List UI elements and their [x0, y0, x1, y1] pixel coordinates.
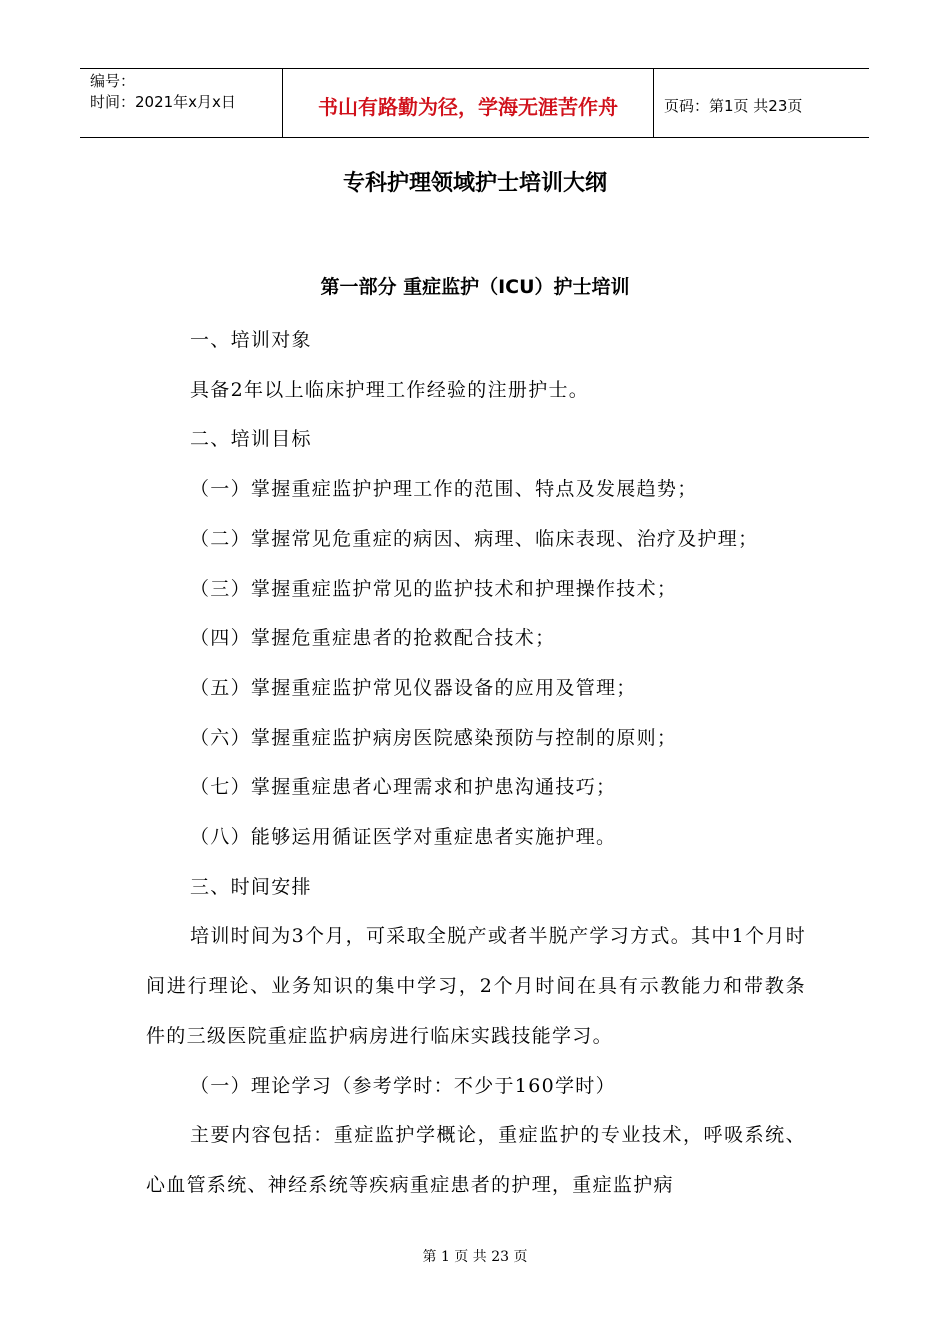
subsection-heading: （一）理论学习（参考学时：不少于160学时）	[190, 1074, 616, 1097]
goal-item: （四）掌握危重症患者的抢救配合技术；	[190, 627, 556, 650]
goal-item: （一）掌握重症监护护理工作的范围、特点及发展趋势；	[190, 478, 698, 501]
paragraph: 具备2年以上临床护理工作经验的注册护士。	[190, 378, 590, 401]
header-meta-cell	[80, 69, 282, 137]
section-heading: 一、培训对象	[190, 329, 312, 351]
page-footer: 第 1 页 共 23 页	[422, 1249, 528, 1265]
goal-item: （五）掌握重症监护常见仪器设备的应用及管理；	[190, 676, 637, 699]
header-motto: 书山有路勤为径，学海无涯苦作舟	[282, 69, 654, 137]
goal-item: （八）能够运用循证医学对重症患者实施护理。	[190, 826, 617, 849]
paragraph: 培训时间为3个月，可采取全脱产或者半脱产学习方式。其中1个月时间进行理论、业务知识的集中学习，2个月时间在具有示教能力和带教条件的三级医院重症监护病房进行临床实践技能学习。	[146, 925, 806, 1047]
header-table	[80, 68, 869, 138]
goal-item: （二）掌握常见危重症的病因、病理、临床表现、治疗及护理；	[190, 527, 759, 550]
time-label: 时间：2021年x月x日	[90, 93, 236, 111]
number-label: 编号：	[90, 72, 136, 90]
document-body	[146, 316, 806, 1211]
header-page-info: 页码：第1页 共23页	[664, 96, 803, 115]
section-heading: 三、时间安排	[190, 875, 312, 898]
goal-item: （七）掌握重症患者心理需求和护患沟通技巧；	[190, 776, 617, 799]
paragraph: 主要内容包括：重症监护学概论，重症监护的专业技术，呼吸系统、心血管系统、神经系统等疾病重症患者的护理，重症监护病	[146, 1124, 806, 1196]
part-title: 第一部分 重症监护（ICU）护士培训	[320, 276, 630, 298]
goal-item: （六）掌握重症监护病房医院感染预防与控制的原则；	[190, 726, 678, 749]
document-title: 专科护理领域护士培训大纲	[342, 171, 607, 196]
section-heading: 二、培训目标	[190, 428, 312, 451]
goal-item: （三）掌握重症监护常见的监护技术和护理操作技术；	[190, 577, 678, 600]
